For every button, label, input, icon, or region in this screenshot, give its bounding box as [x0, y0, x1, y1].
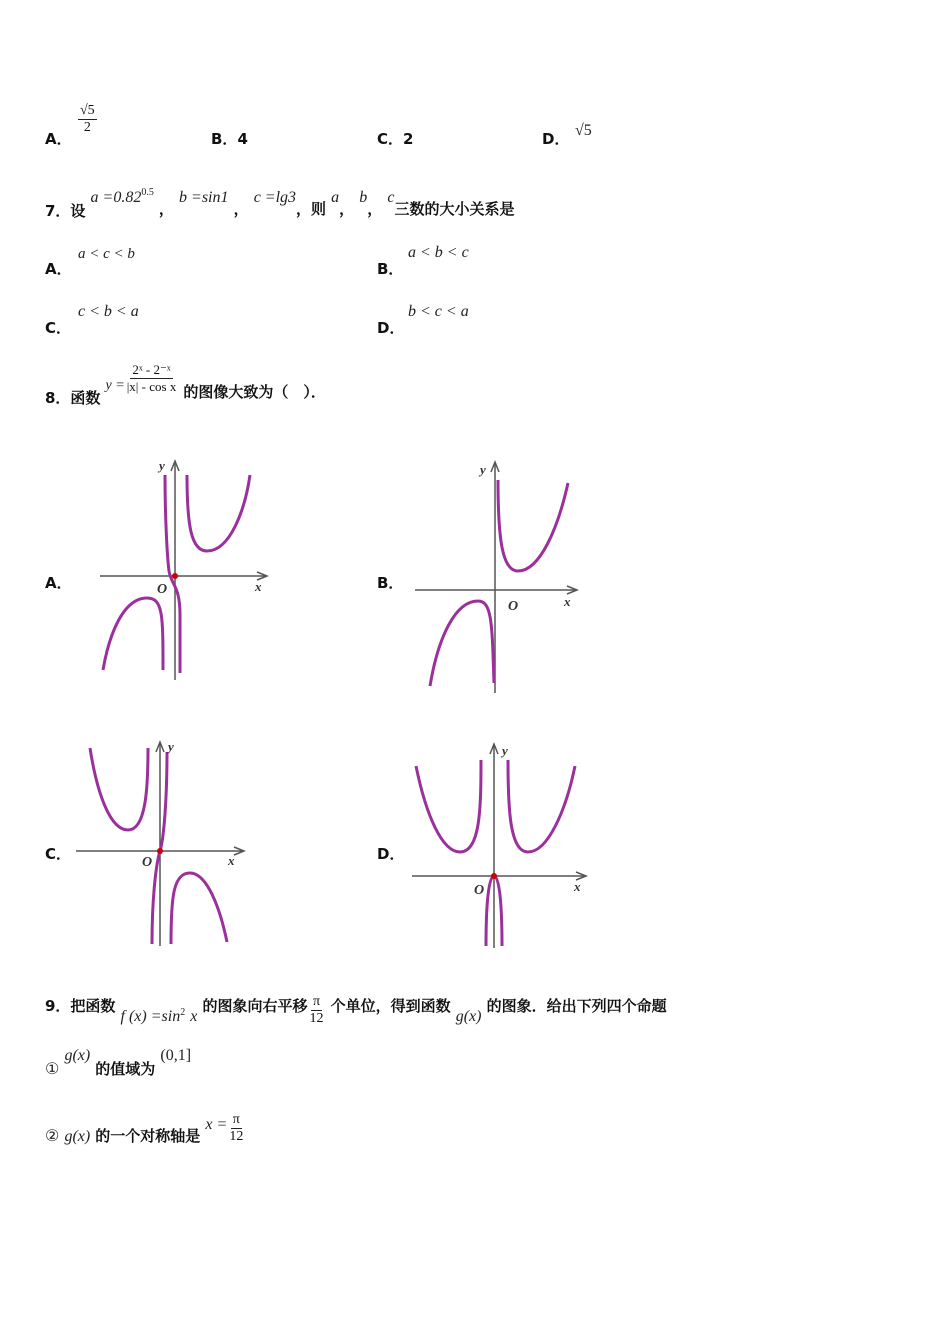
q6-a-denominator: 2 — [83, 120, 91, 135]
q8-option-d-label: D． — [377, 845, 405, 863]
q6-c-value: 2 — [403, 130, 414, 148]
q9-stem — [45, 992, 667, 1025]
q9-item-1 — [45, 1044, 192, 1078]
graph-a-x-label: x — [255, 579, 262, 594]
q7-option-c-label: C． — [45, 319, 72, 337]
graph-c-x-label: x — [228, 853, 235, 868]
graph-b-origin-label: O — [508, 599, 519, 614]
q6-c-label: C． — [377, 130, 404, 148]
q6-option-d-label: D． — [542, 130, 570, 148]
graph-b-y-label: y — [480, 462, 486, 477]
q9-item1-range: (0,1] — [160, 1047, 192, 1064]
q6-b-value: 4 — [237, 130, 248, 148]
q9-shift-denominator: 12 — [309, 1011, 324, 1026]
q9-mid2: 个单位，得到函数 — [330, 997, 451, 1015]
graph-d-origin-dot — [491, 873, 497, 879]
q7-option-c-expr: c < b < a — [78, 303, 139, 320]
q7-sep2: ， — [233, 200, 249, 218]
graph-d-origin-label: O — [474, 883, 485, 898]
q8-y-eq: y = — [105, 378, 125, 393]
q9-number: 9．把函数 — [45, 997, 116, 1015]
q7-tail: 三数的大小关系是 — [394, 200, 515, 218]
q7-then: ，则 — [296, 200, 327, 218]
q7-var-c: c — [387, 189, 395, 206]
q9-item1-mark: ① — [45, 1061, 60, 1078]
q9-f-var: x — [190, 1008, 198, 1025]
q6-option-a-label: A． — [45, 130, 72, 148]
graph-d-x-label: x — [574, 879, 581, 894]
q9-shift-fraction — [308, 994, 326, 1027]
q9-item2-denominator: 12 — [229, 1129, 244, 1144]
q9-mid1: 的图象向右平移 — [202, 997, 308, 1015]
q9-tail: 的图象．给出下列四个命题 — [486, 997, 667, 1015]
q9-f-expr: f (x) =sin — [120, 1008, 181, 1025]
q7-option-a-expr: a < c < b — [78, 246, 135, 262]
q9-shift-numerator: π — [312, 994, 321, 1009]
q7-stem — [45, 186, 515, 220]
q9-f-exponent: 2 — [180, 1007, 186, 1018]
q8-stem — [45, 362, 326, 407]
q9-item-2 — [45, 1108, 245, 1145]
q8-tail: 的图像大致为（ ）． — [183, 383, 326, 401]
q7-comma-b: ， — [367, 200, 383, 218]
q8-number: 8．函数 — [45, 389, 101, 407]
q8-option-a-label: A． — [45, 574, 72, 592]
q9-item1-text: 的值域为 — [95, 1060, 156, 1078]
graph-c-curves — [90, 748, 227, 944]
q7-c-expr: c =lg3 — [253, 189, 297, 206]
q7-option-b-expr: a < b < c — [408, 244, 469, 261]
q8-denominator: |x| - cos x — [126, 379, 177, 394]
graph-d — [408, 740, 598, 952]
q7-b-expr: b =sin1 — [179, 189, 229, 206]
q9-item1-g: g(x) — [64, 1047, 91, 1064]
q7-option-a-label: A． — [45, 260, 72, 278]
graph-b-x-label: x — [564, 594, 571, 609]
q7-option-b-label: B． — [377, 260, 404, 278]
q9-item2-text: 的一个对称轴是 — [95, 1127, 201, 1145]
q6-option-b — [211, 128, 248, 149]
graph-c-origin-label: O — [142, 855, 153, 870]
graph-a-origin-label: O — [157, 582, 168, 597]
q7-var-a: a — [331, 189, 340, 206]
q9-item2-fraction — [227, 1112, 245, 1145]
q6-option-d-value: √5 — [575, 122, 592, 139]
q6-a-numerator: √5 — [80, 103, 95, 118]
graph-b — [410, 458, 590, 698]
graph-a — [95, 455, 275, 685]
graph-a-y-label: y — [159, 458, 165, 473]
q7-a-expr: a =0.82 — [90, 189, 142, 206]
q7-a-exponent: 0.5 — [141, 187, 154, 198]
q7-option-d-label: D． — [377, 319, 405, 337]
q6-b-label: B． — [211, 130, 238, 148]
q8-option-c-label: C． — [45, 845, 72, 863]
graph-c-y-label: y — [168, 739, 174, 754]
q8-option-b-label: B． — [377, 574, 404, 592]
q7-comma-a: ， — [339, 200, 355, 218]
q7-sep1: ， — [158, 200, 174, 218]
q8-numerator: 2ˣ - 2⁻ˣ — [132, 362, 171, 377]
q9-item2-numerator: π — [232, 1112, 240, 1127]
q6-option-a-value — [78, 103, 97, 136]
graph-c — [72, 738, 252, 950]
graph-c-origin-dot — [157, 848, 163, 854]
graph-d-y-label: y — [502, 743, 508, 758]
graph-d-curves — [416, 760, 575, 946]
q7-var-b: b — [359, 189, 368, 206]
q7-number: 7．设 — [45, 202, 86, 220]
q6-option-c — [377, 128, 413, 149]
q9-item2-x: x = — [205, 1116, 228, 1133]
q9-item2-mark: ② — [45, 1128, 60, 1145]
q7-option-d-expr: b < c < a — [408, 303, 469, 320]
graph-a-origin-dot — [172, 573, 178, 579]
q9-g-expr: g(x) — [455, 1008, 482, 1025]
graph-b-curves — [430, 480, 568, 686]
q9-item2-g: g(x) — [64, 1128, 91, 1145]
q8-fraction — [125, 362, 179, 395]
